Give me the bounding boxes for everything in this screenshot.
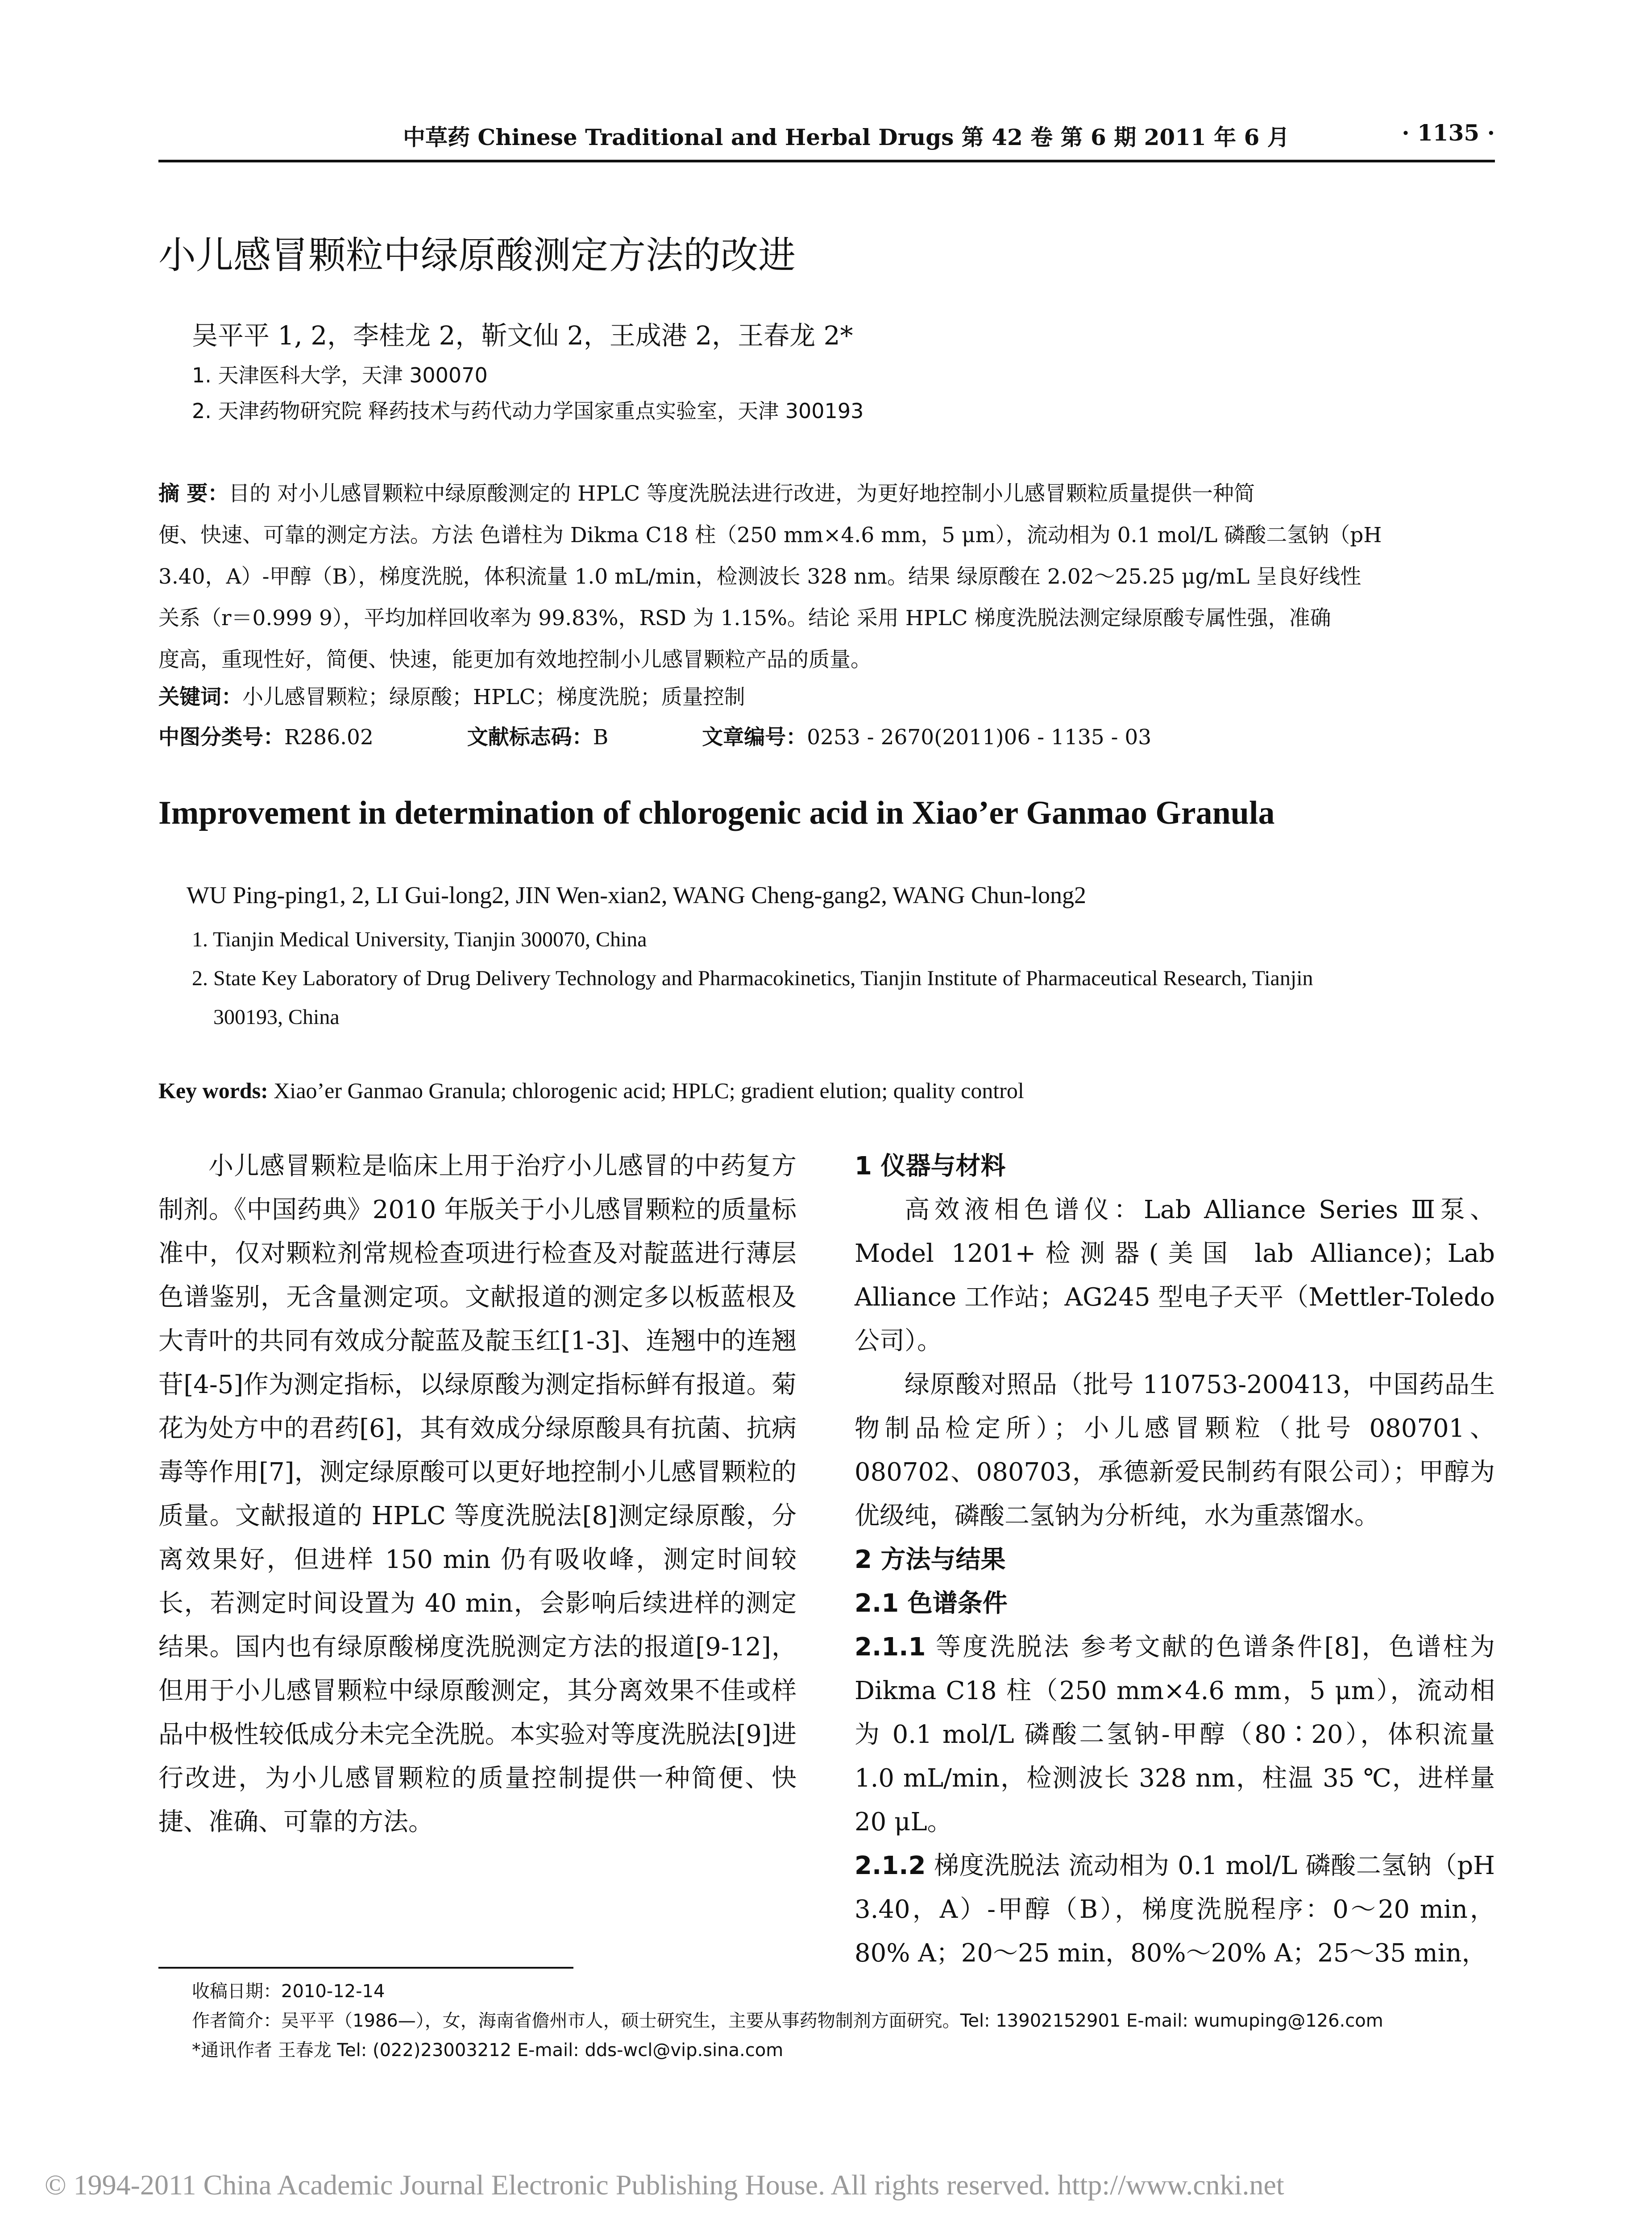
doc-code-value: B (593, 725, 609, 750)
materials-paragraph: 绿原酸对照品（批号 110753-200413，中国药品生物制品检定所）；小儿感冒颗粒（批号 080701、080702、080703，承德新爱民制药有限公司）；甲醇为优级纯，磷酸二氢钠为分析纯，水为重蒸馏水。 (855, 1370, 1495, 1530)
abstract-line-4: 关系（r＝0.999 9），平均加样回收率为 99.83%，RSD 为 1.15%。结论 采用 HPLC 梯度洗脱法测定绿原酸专属性强，准确 (158, 606, 1331, 630)
footnotes (192, 1977, 1495, 2065)
section-2-1-1-label: 2.1.1 (855, 1633, 926, 1662)
authors-en: WU Ping-ping1, 2, LI Gui-long2, JIN Wen-xian2, WANG Cheng-gang2, WANG Chun-long2 (187, 882, 1086, 908)
doc-code-label: 文献标志码： (467, 725, 593, 750)
clc-label: 中图分类号： (158, 725, 284, 750)
keywords-cn-label: 关键词： (158, 685, 242, 709)
section-1-heading: 1 仪器与材料 (855, 1152, 1006, 1181)
footnote-received: 收稿日期：2010-12-14 (192, 1981, 385, 2002)
journal-header: 中草药 Chinese Traditional and Herbal Drugs 第 42 卷 第 6 期 2011 年 6 月 (403, 124, 1290, 150)
section-2-heading: 2 方法与结果 (855, 1545, 1006, 1574)
abstract-label: 摘 要： (158, 481, 229, 506)
keywords-en (158, 1078, 1024, 1103)
instruments-paragraph: 高效液相色谱仪：Lab Alliance Series Ⅲ泵、Model 1201+检测器(美国 lab Alliance)；Lab Alliance 工作站；AG245 型电子天平（Mettler-Toledo 公司）。 (855, 1195, 1495, 1356)
header-rule (158, 160, 1495, 162)
abstract-line-5: 度高，重现性好，简便、快速，能更加有效地控制小儿感冒颗粒产品的质量。 (158, 647, 872, 672)
abstract-line-2: 便、快速、可靠的测定方法。方法 色谱柱为 Dikma C18 柱（250 mm×4.6 mm，5 μm），流动相为 0.1 mol/L 磷酸二氢钠（pH (158, 523, 1382, 547)
page-number: · 1135 · (1402, 120, 1495, 146)
affiliation-en-2-cont: 300193, China (213, 1005, 340, 1029)
affiliation-en-2: 2. State Key Laboratory of Drug Delivery Technology and Pharmacokinetics, Tianjin Institute of Pharmaceutical Research, Tianjin (192, 966, 1313, 990)
keywords-cn-text: 小儿感冒颗粒；绿原酸；HPLC；梯度洗脱；质量控制 (242, 685, 745, 709)
affiliation-cn-2: 2. 天津药物研究院 释药技术与药代动力学国家重点实验室，天津 300193 (192, 399, 864, 423)
article-id-value: 0253 - 2670(2011)06 - 1135 - 03 (807, 725, 1152, 750)
keywords-cn (158, 680, 745, 710)
abstract-line-1: 目的 对小儿感冒颗粒中绿原酸测定的 HPLC 等度洗脱法进行改进，为更好地控制小儿感冒颗粒质量提供一种简 (228, 481, 1255, 506)
classification-row (158, 721, 1151, 751)
keywords-en-label: Key words: (158, 1078, 268, 1103)
intro-paragraph: 小儿感冒颗粒是临床上用于治疗小儿感冒的中药复方制剂。《中国药典》2010 年版关于小儿感冒颗粒的质量标准中，仅对颗粒剂常规检查项进行检查及对靛蓝进行薄层色谱鉴别，无含量测定项。文献报道的测定多以板蓝根及大青叶的共同有效成分靛蓝及靛玉红[1-3]、连翘中的连翘苷[4-5]作为测定指标，以绿原酸为测定指标鲜有报道。菊花为处方中的君药[6]，其有效成分绿原酸具有抗菌、抗病毒等作用[7]，测定绿原酸可以更好地控制小儿感冒颗粒的质量。文献报道的 HPLC 等度洗脱法[8]测定绿原酸，分离效果好，但进样 150 min 仍有吸收峰，测定时间较长，若测定时间设置为 40 min，会影响后续进样的测定结果。国内也有绿原酸梯度洗脱测定方法的报道[9-12]，但用于小儿感冒颗粒中绿原酸测定，其分离效果不佳或样品中极性较低成分未完全洗脱。本实验对等度洗脱法[9]进行改进，为小儿感冒颗粒的质量控制提供一种简便、快捷、准确、可靠的方法。 (158, 1152, 797, 1837)
article-id-label: 文章编号： (702, 725, 807, 750)
isocratic-paragraph (855, 1626, 1495, 1844)
section-2-1-2-text: 梯度洗脱法 流动相为 0.1 mol/L 磷酸二氢钠（pH 3.40，A）-甲醇（B），梯度洗脱程序：0～20 min，80% A；20～25 min，80%～20% A；25～35 min， (855, 1851, 1495, 1968)
keywords-en-text: Xiao’er Ganmao Granula; chlorogenic acid; HPLC; gradient elution; quality control (268, 1078, 1024, 1103)
abstract-cn (158, 473, 1495, 680)
section-2-1-heading: 2.1 色谱条件 (855, 1589, 1008, 1618)
body-left-column (158, 1145, 797, 1844)
running-header (158, 120, 1495, 160)
title-cn: 小儿感冒颗粒中绿原酸测定方法的改进 (158, 233, 796, 277)
footnote-corresponding: *通讯作者 王春龙 Tel: (022)23003212 E-mail: dds-wcl@vip.sina.com (192, 2040, 784, 2061)
affiliation-cn-1: 1. 天津医科大学，天津 300070 (192, 363, 488, 387)
body-right-column (855, 1145, 1495, 1975)
authors-cn: 吴平平 1, 2，李桂龙 2，靳文仙 2，王成港 2，王春龙 2* (192, 320, 853, 351)
title-en: Improvement in determination of chlorogenic acid in Xiao’er Ganmao Granula (158, 795, 1275, 831)
copyright-notice: © 1994-2011 China Academic Journal Electronic Publishing House. All rights reserved. http://www.cnki.net (45, 2169, 1284, 2201)
section-2-1-1-text: 等度洗脱法 参考文献的色谱条件[8]，色谱柱为 Dikma C18 柱（250 mm×4.6 mm，5 μm），流动相为 0.1 mol/L 磷酸二氢钠-甲醇（80∶20），体积流量 1.0 mL/min，检测波长 328 nm，柱温 35 ℃，进样量 20 μL。 (855, 1633, 1495, 1837)
footnote-author-bio: 作者简介：吴平平（1986—），女，海南省儋州市人，硕士研究生，主要从事药物制剂方面研究。Tel: 13902152901 E-mail: wumuping@126.com (192, 2011, 1383, 2031)
section-2-1-2-label: 2.1.2 (855, 1851, 926, 1880)
affiliation-en-1: 1. Tianjin Medical University, Tianjin 300070, China (192, 928, 647, 951)
gradient-paragraph (855, 1844, 1495, 1975)
footnote-rule (158, 1967, 573, 1969)
clc-value: R286.02 (284, 725, 374, 750)
abstract-line-3: 3.40，A）-甲醇（B），梯度洗脱，体积流量 1.0 mL/min，检测波长 328 nm。结果 绿原酸在 2.02～25.25 μg/mL 呈良好线性 (158, 564, 1361, 589)
